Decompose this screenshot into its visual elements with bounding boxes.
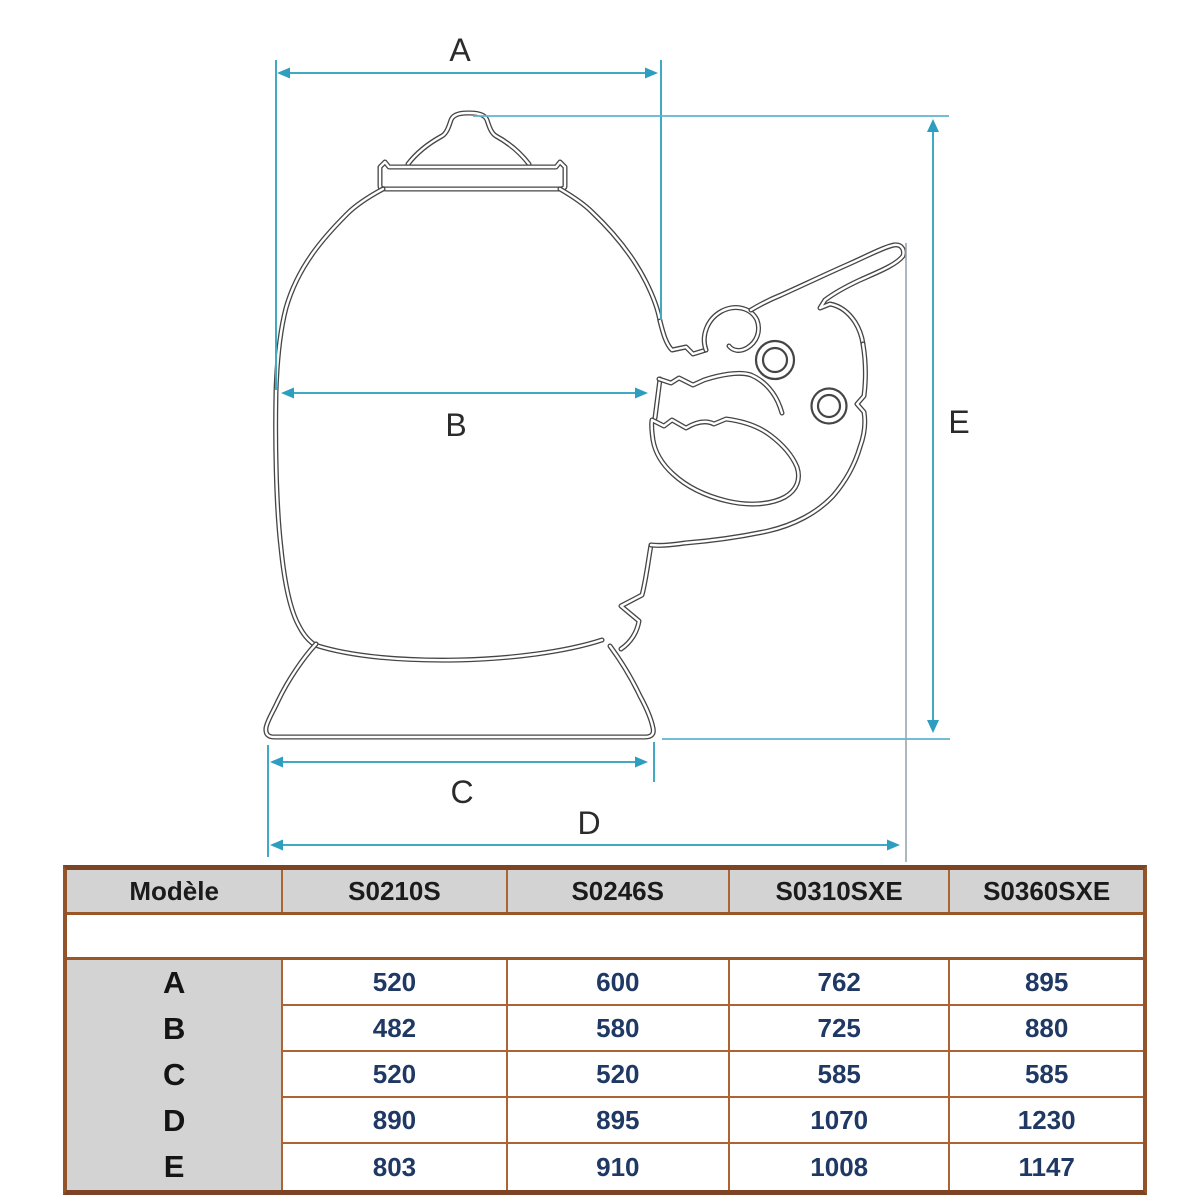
col-header-s0360sxe: S0360SXE <box>950 870 1143 912</box>
value-cell: 520 <box>508 1052 730 1096</box>
row-label-a: A <box>162 965 186 1000</box>
dim-label-e: E <box>948 404 970 440</box>
multiport-valve-assembly <box>651 245 904 546</box>
dim-label-b: B <box>445 407 467 443</box>
valve-port-circle <box>756 341 794 379</box>
value-cell: 762 <box>730 960 950 1004</box>
valve-port-circle <box>812 389 847 424</box>
table-row-c <box>283 1052 1143 1098</box>
value-grid <box>283 960 1143 1190</box>
dimension-labels <box>445 32 969 841</box>
row-label-c: C <box>162 1057 186 1092</box>
value-cell: 585 <box>1024 1058 1069 1089</box>
row-label-b: B <box>162 1011 186 1046</box>
value-cell: 1230 <box>1017 1104 1076 1135</box>
value-cell: 880 <box>1024 1012 1069 1043</box>
row-label-e: E <box>163 1149 185 1184</box>
table-row-d <box>283 1098 1143 1144</box>
table-row-b <box>283 1006 1143 1052</box>
value-cell: 585 <box>730 1052 950 1096</box>
value-cell: 895 <box>1024 966 1069 997</box>
table-row-a <box>283 960 1143 1006</box>
dim-label-c: C <box>450 774 474 810</box>
table-row-e <box>283 1144 1143 1190</box>
col-header-s0210s: S0210S <box>283 870 507 912</box>
value-cell: 890 <box>283 1098 507 1142</box>
table-header-row <box>67 870 1143 915</box>
spacer-row <box>67 915 1143 960</box>
value-cell: 895 <box>508 1098 730 1142</box>
col-header-s0246s: S0246S <box>508 870 730 912</box>
value-cell: 725 <box>730 1006 950 1050</box>
value-cell: 910 <box>508 1144 730 1190</box>
value-cell: 600 <box>508 960 730 1004</box>
row-label-d: D <box>162 1103 186 1138</box>
dim-label-d: D <box>577 805 601 841</box>
row-label-column <box>67 960 283 1190</box>
value-cell: 520 <box>283 960 507 1004</box>
dim-label-a: A <box>449 32 471 68</box>
value-cell: 482 <box>283 1006 507 1050</box>
value-cell: 1070 <box>730 1098 950 1142</box>
value-cell: 803 <box>283 1144 507 1190</box>
dimension-lines <box>268 60 950 862</box>
table-body <box>67 960 1143 1190</box>
dimensions-table <box>63 865 1147 1195</box>
value-cell: 1008 <box>730 1144 950 1190</box>
value-cell: 1147 <box>1018 1151 1075 1182</box>
value-cell: 580 <box>508 1006 730 1050</box>
col-header-s0310sxe: S0310SXE <box>730 870 951 912</box>
col-header-modele: Modèle <box>67 870 283 912</box>
value-cell: 520 <box>283 1052 507 1096</box>
